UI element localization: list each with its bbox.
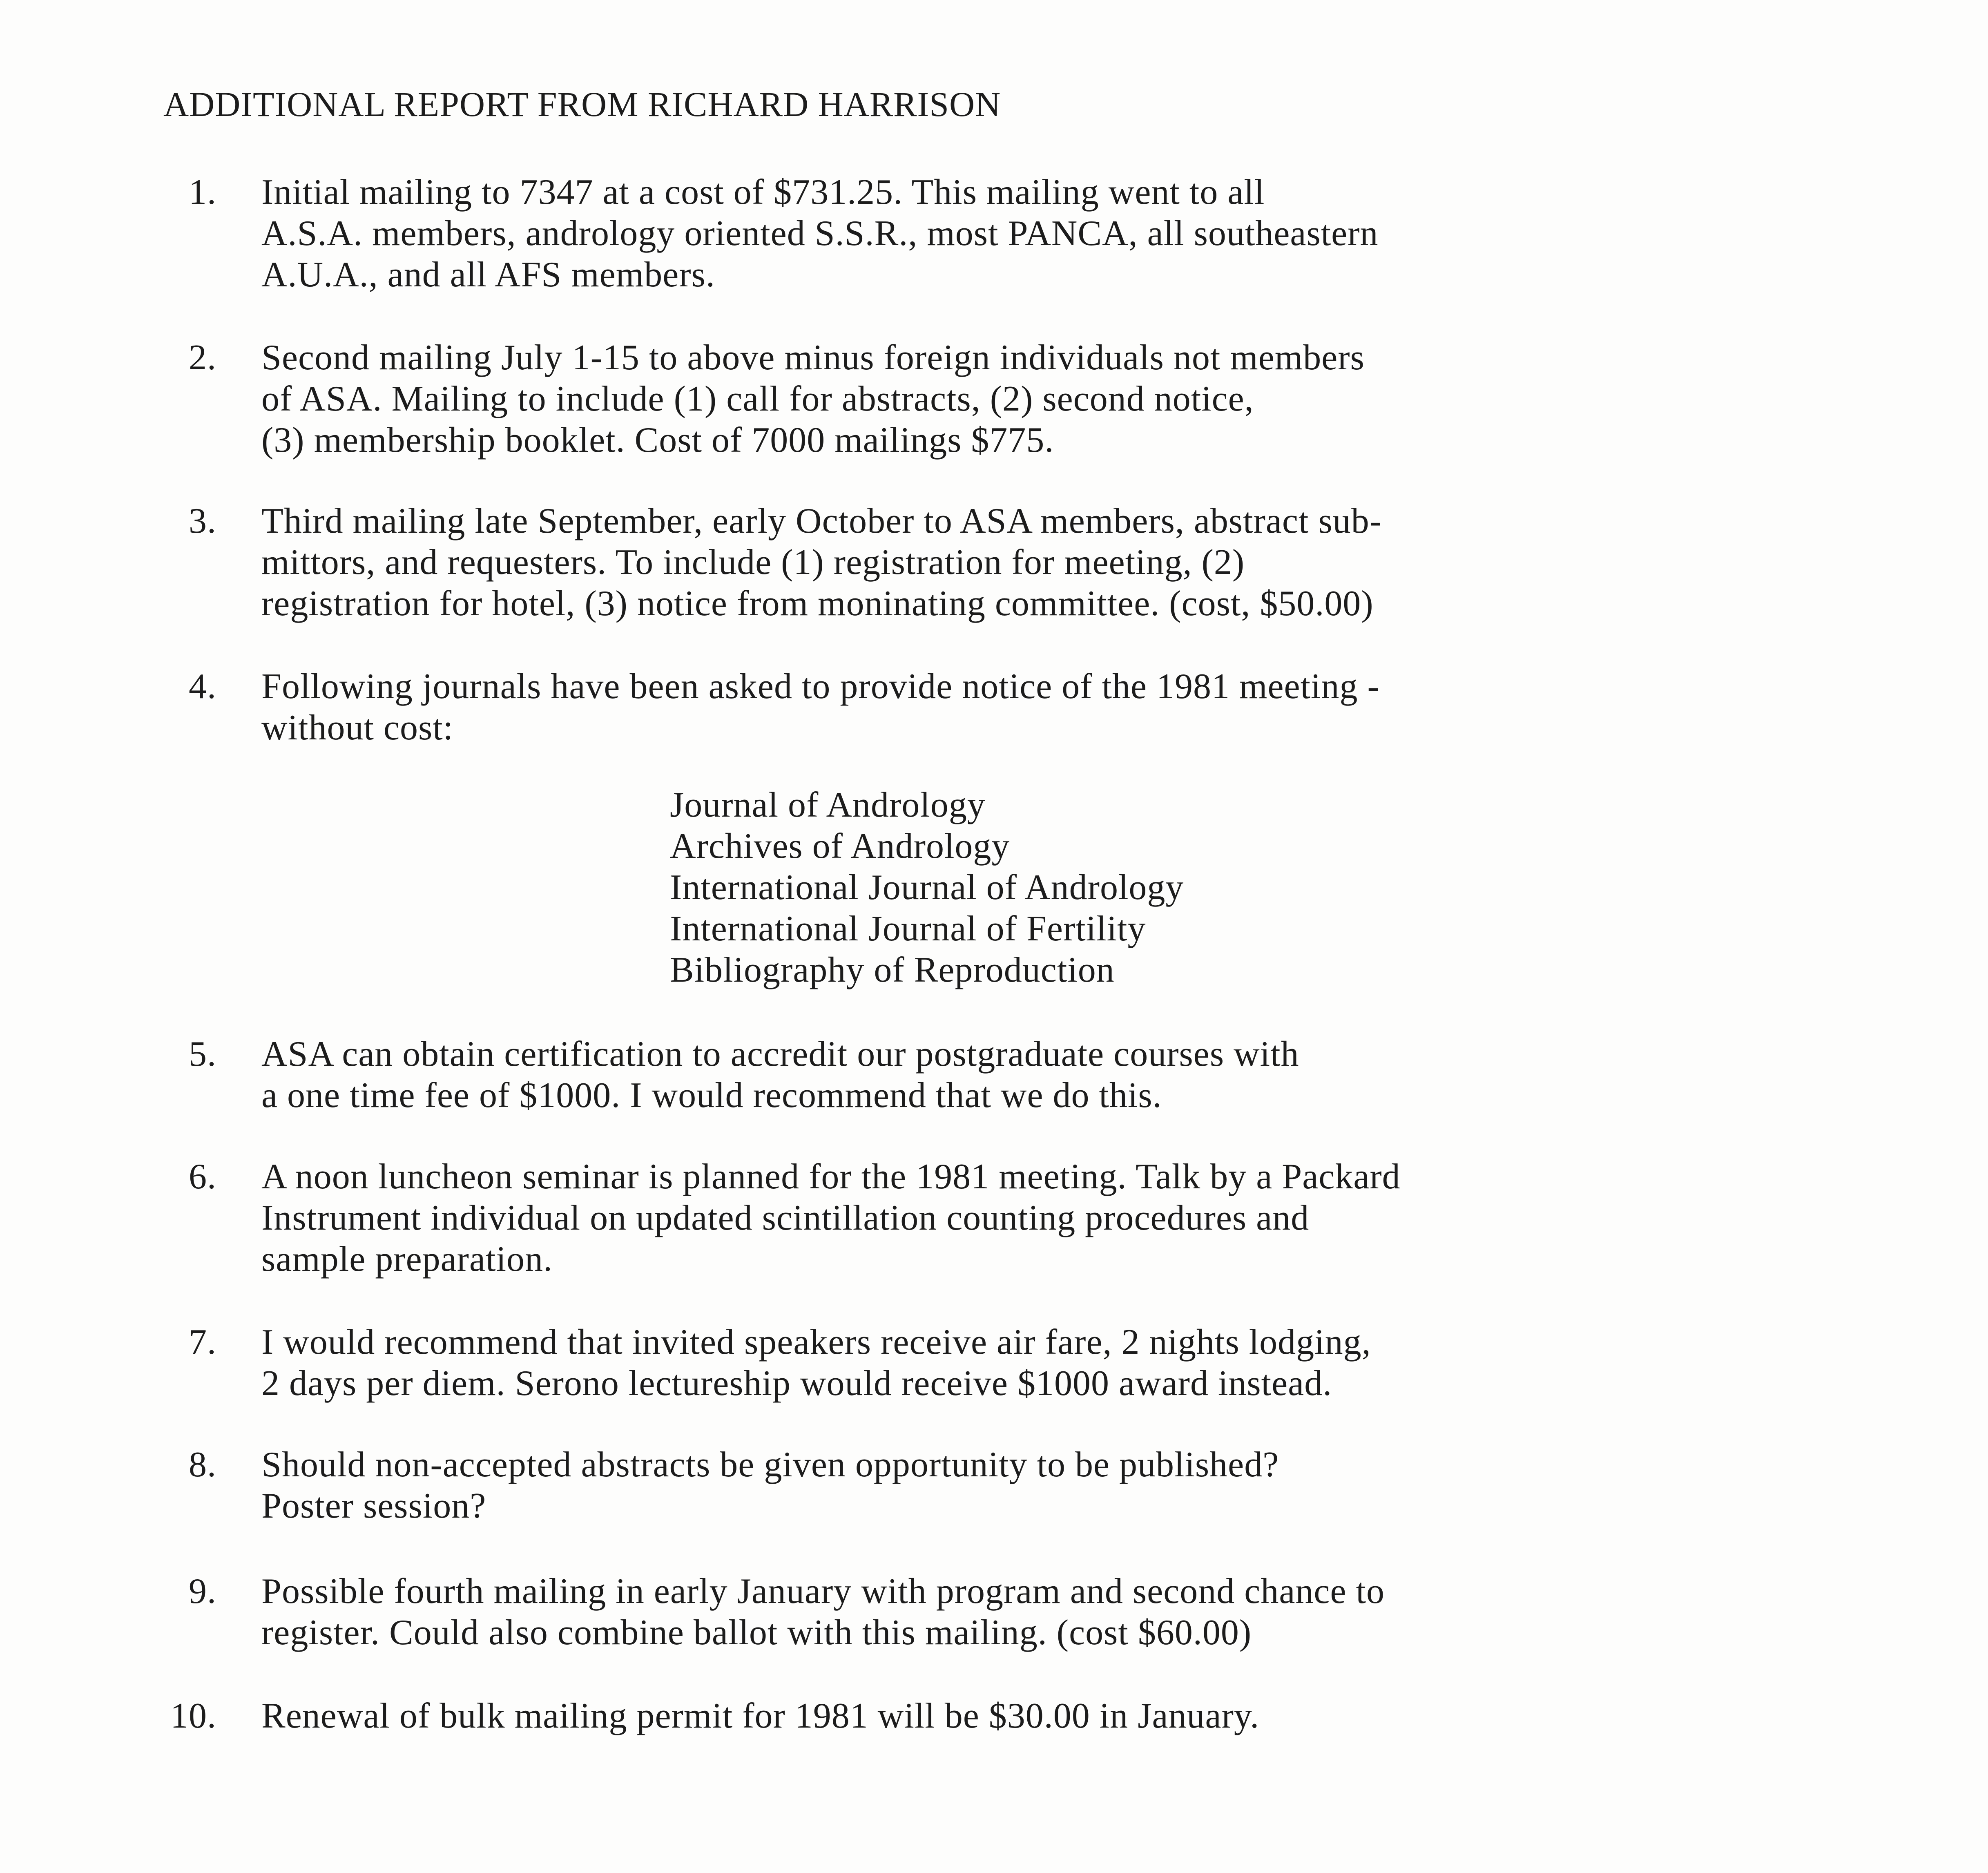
report-item-3 <box>118 500 1875 624</box>
report-item-9 <box>118 1571 1875 1653</box>
report-item-6 <box>118 1156 1875 1280</box>
item-number: 5. <box>189 1034 216 1074</box>
report-title: ADDITIONAL REPORT FROM RICHARD HARRISON <box>163 85 1001 124</box>
journal-entry: Journal of Andrology <box>670 785 986 825</box>
item-line: Instrument individual on updated scintillation counting procedures and <box>261 1198 1310 1238</box>
journal-entry: Archives of Andrology <box>670 826 1010 866</box>
item-number: 2. <box>189 338 216 377</box>
item-number: 10. <box>170 1696 216 1736</box>
item-number: 1. <box>189 172 216 212</box>
item-line: A noon luncheon seminar is planned for the 1981 meeting. Talk by a Packard <box>261 1157 1401 1197</box>
journal-entry: Bibliography of Reproduction <box>670 950 1115 990</box>
item-line: registration for hotel, (3) notice from moninating committee. (cost, $50.00) <box>261 584 1374 623</box>
item-line: Should non-accepted abstracts be given opportunity to be published? <box>261 1445 1279 1485</box>
item-line: Following journals have been asked to provide notice of the 1981 meeting - <box>261 667 1380 706</box>
item-number: 6. <box>189 1157 216 1197</box>
journal-entry: International Journal of Fertility <box>670 909 1146 949</box>
report-item-10 <box>118 1695 1875 1737</box>
item-line: ASA can obtain certification to accredit our postgraduate courses with <box>261 1034 1299 1074</box>
item-number: 4. <box>189 667 216 706</box>
item-number: 9. <box>189 1572 216 1611</box>
report-item-2 <box>118 337 1875 461</box>
item-line: Renewal of bulk mailing permit for 1981 will be $30.00 in January. <box>261 1696 1260 1736</box>
item-line: Poster session? <box>261 1486 486 1526</box>
item-line: (3) membership booklet. Cost of 7000 mailings $775. <box>261 420 1054 460</box>
item-line: A.S.A. members, andrology oriented S.S.R., most PANCA, all southeastern <box>261 214 1379 253</box>
journal-list <box>670 784 1184 991</box>
journal-entry: International Journal of Andrology <box>670 868 1184 907</box>
item-line: A.U.A., and all AFS members. <box>261 255 715 295</box>
report-item-4 <box>118 666 1875 748</box>
item-line: without cost: <box>261 708 454 748</box>
report-item-8 <box>118 1444 1875 1527</box>
item-line: sample preparation. <box>261 1239 553 1279</box>
item-line: 2 days per diem. Serono lectureship would receive $1000 award instead. <box>261 1364 1332 1403</box>
item-number: 7. <box>189 1322 216 1362</box>
item-line: Possible fourth mailing in early January with program and second chance to <box>261 1572 1385 1611</box>
item-line: Third mailing late September, early October to ASA members, abstract sub- <box>261 501 1382 541</box>
report-item-5 <box>118 1034 1875 1116</box>
item-line: a one time fee of $1000. I would recommend that we do this. <box>261 1076 1162 1115</box>
item-line: of ASA. Mailing to include (1) call for abstracts, (2) second notice, <box>261 379 1254 419</box>
item-line: Second mailing July 1-15 to above minus foreign individuals not members <box>261 338 1365 377</box>
item-line: Initial mailing to 7347 at a cost of $731.25. This mailing went to all <box>261 172 1265 212</box>
report-item-7 <box>118 1322 1875 1404</box>
item-line: I would recommend that invited speakers receive air fare, 2 nights lodging, <box>261 1322 1371 1362</box>
item-number: 8. <box>189 1445 216 1485</box>
item-line: register. Could also combine ballot with this mailing. (cost $60.00) <box>261 1613 1252 1652</box>
report-item-1 <box>118 172 1875 295</box>
item-line: mittors, and requesters. To include (1) registration for meeting, (2) <box>261 542 1245 582</box>
item-number: 3. <box>189 501 216 541</box>
